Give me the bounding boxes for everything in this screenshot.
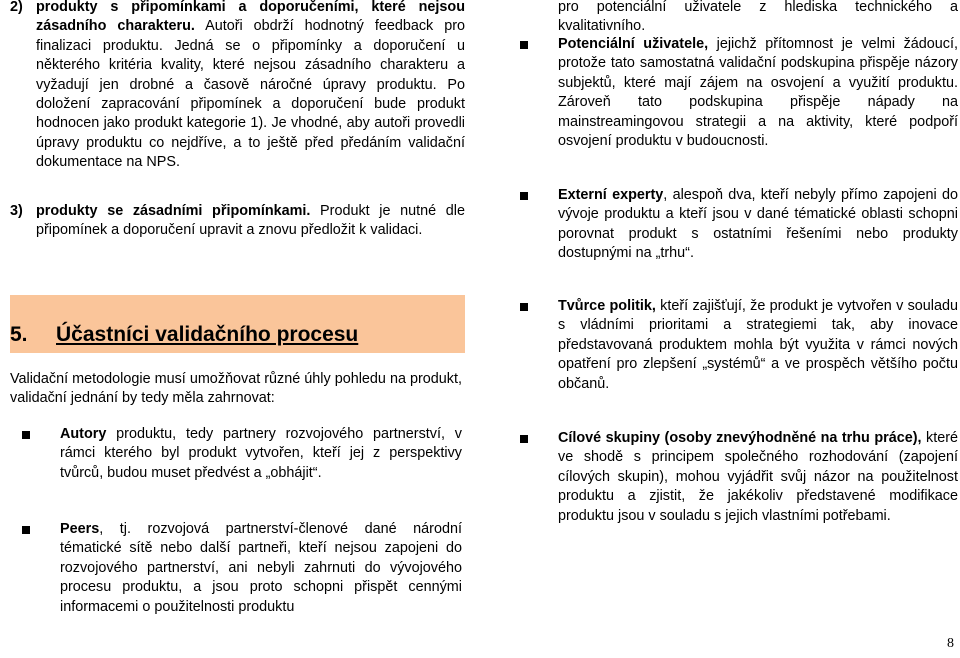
- bullet-icon: [520, 435, 528, 443]
- item-2-text: Autoři obdrží hodnotný feedback pro finalizaci produktu. Jedná se o připomínky a doporučení u některého kritéria kvality, které nejsou zásadního charakteru a vyžadují jen drobné a časově náročné úpravy produktu. Po doložení zapracování připomínek a doporučení bude produkt hodnocen jako produkt kategorie 1). Je vhodné, aby autoři provedli úpravy produktu co nejdříve, a to ještě před předáním validační dokumentace na NPS.: [36, 18, 465, 171]
- numbered-item-3: [10, 202, 465, 241]
- bullet-external-experts: [520, 186, 958, 264]
- bullet-bold: Externí experty: [558, 187, 664, 203]
- bullet-bold: Cílové skupiny (osoby znevýhodněné na trhu práce),: [558, 430, 922, 446]
- bullet-icon: [520, 303, 528, 311]
- bullet-icon: [22, 431, 30, 439]
- section-intro: Validační metodologie musí umožňovat různé úhly pohledu na produkt, validační jednání by tedy měla zahrnovat:: [10, 371, 462, 407]
- item-3-number: 3): [10, 203, 23, 219]
- right-continuation: pro potenciální uživatele z hlediska technického a kvalitativního.: [558, 0, 958, 35]
- section-number: 5.: [10, 323, 28, 346]
- bullet-text: , tj. rozvojová partnerství-členové dané národní tématické sítě nebo další partneři, kteří nejsou zapojeni do rozvojového partnerství, ani nebyli zahrnuti do vývojového procesu produktu, a jsou proto schopni přispět cennými informacemi o použitelnosti produktu: [60, 521, 462, 615]
- bullet-text: , alespoň dva, kteří nebyly přímo zapojeni do vývoje produktu a kteří jsou v dané tématické oblasti schopni porovnat produkt s ostatními řešeními nebo produkty dostupnými na „trhu“.: [558, 187, 958, 262]
- page-number: 8: [947, 636, 954, 651]
- bullet-potential-users: [520, 35, 958, 151]
- bullet-bold: Potenciální uživatele,: [558, 36, 709, 52]
- item-3-text: Produkt je nutné dle připomínek a doporučení upravit a znovu předložit k validaci.: [36, 203, 465, 239]
- bullet-icon: [520, 192, 528, 200]
- bullet-target-groups: [520, 429, 958, 526]
- item-2-number: 2): [10, 0, 23, 15]
- numbered-item-2: [10, 0, 465, 173]
- section-title: Účastníci validačního procesu: [56, 323, 359, 346]
- bullet-bold: Autory: [60, 426, 107, 442]
- bullet-icon: [520, 41, 528, 49]
- bullet-authors: [22, 425, 462, 483]
- bullet-policy-makers: [520, 297, 958, 394]
- bullet-text: kteří zajišťují, že produkt je vytvořen v souladu s vládními prioritami a strategiemi tak, aby inovace představovaná produktem mohla být využita v rámci nových opatření pro zlepšení „systémů“ a ve prospěch většího počtu občanů.: [558, 298, 958, 392]
- item-3-bold: produkty se zásadními připomínkami.: [36, 203, 311, 219]
- bullet-peers: [22, 520, 462, 617]
- bullet-text: které ve shodě s principem společného rozhodování (zapojení cílových skupin), mohou vyjádřit svůj názor na použitelnost produktu a zjistit, že jakékoliv představené modifikace produktu jsou v souladu s jejich vlastními potřebami.: [558, 430, 959, 524]
- bullet-bold: Tvůrce politik,: [558, 298, 656, 314]
- bullet-icon: [22, 526, 30, 534]
- bullet-text: jejichž přítomnost je velmi žádoucí, protože tato samostatná validační podskupina přispěje názory subjektů, které mají zájem na osvojení a využití produktu. Zároveň tato podskupina přispěje nápady na mainstreamingovou strategii a na aktivity, které podpoří osvojení produktu v budoucnosti.: [558, 36, 958, 150]
- bullet-text: produktu, tedy partnery rozvojového partnerství, v rámci kterého byl produkt vytvořen, kteří jej z perspektivy tvůrců, budou muset předvést a „obhájit“.: [60, 426, 462, 481]
- section-heading: [10, 322, 358, 348]
- bullet-bold: Peers: [60, 521, 100, 537]
- item-2-bold: produkty s připomínkami a doporučeními, které nejsou zásadního charakteru.: [36, 0, 465, 35]
